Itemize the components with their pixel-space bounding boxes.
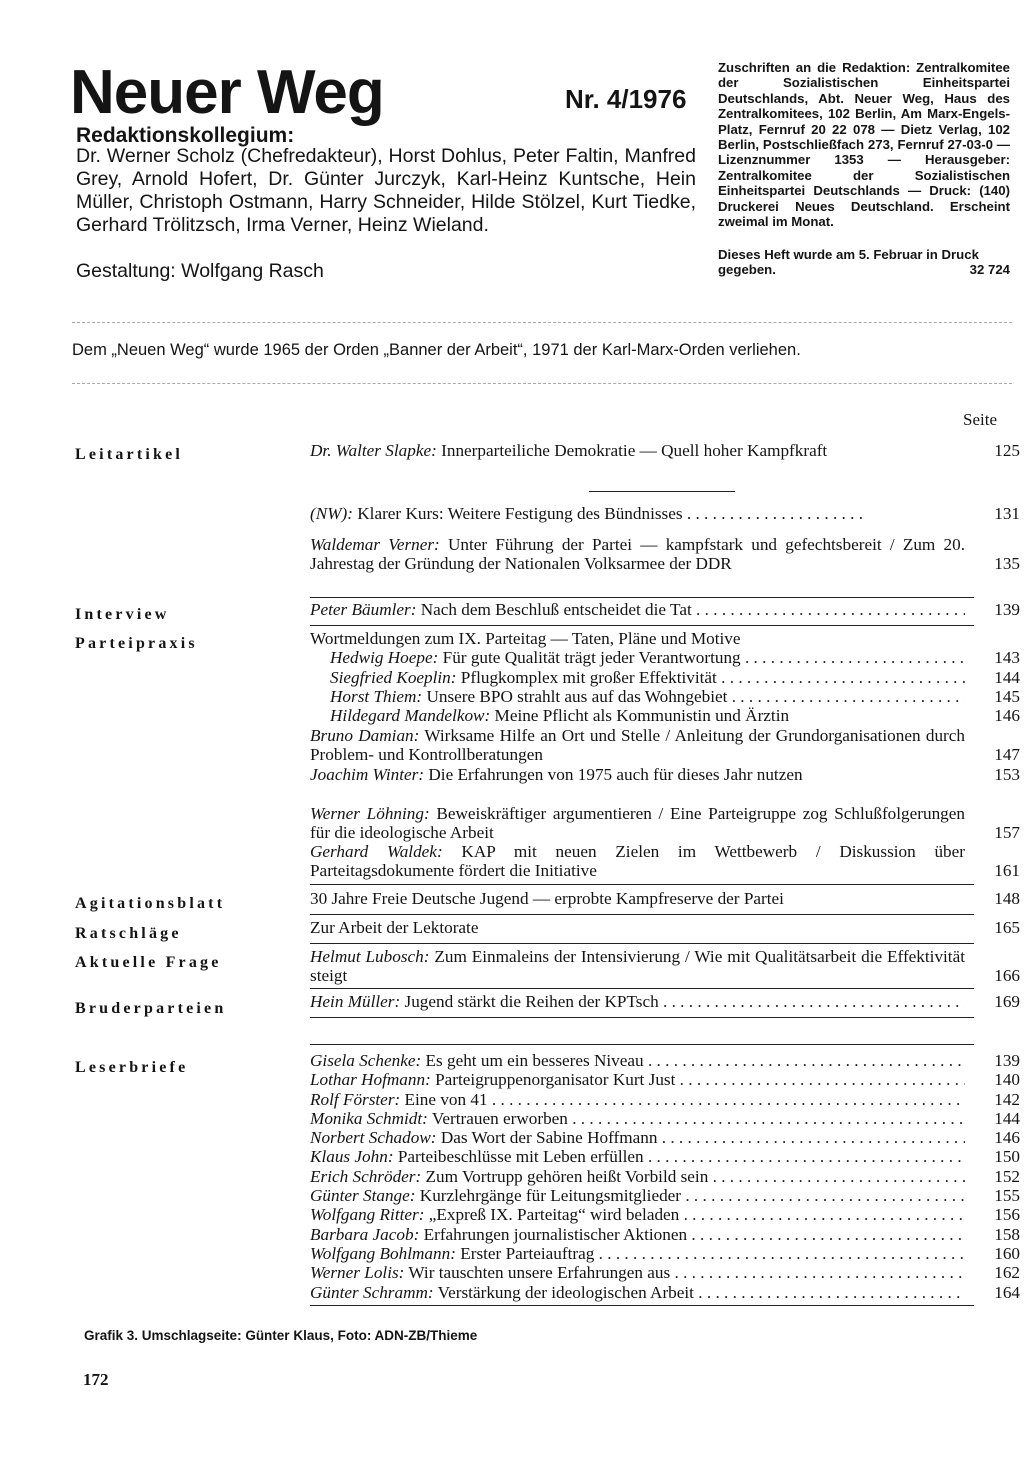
toc-page: 155	[994, 1186, 1020, 1206]
toc-entry-text	[310, 1263, 965, 1282]
toc-entry	[310, 1263, 1020, 1282]
toc-entry	[310, 765, 1020, 784]
toc-entry	[310, 889, 1020, 908]
toc-title: Erster Parteiauftrag	[460, 1243, 595, 1263]
toc-author: Wolfgang Ritter:	[310, 1205, 425, 1225]
toc-author: Gerhard Waldek:	[310, 842, 443, 861]
toc-title: Zum Einmaleins der Intensivierung / Wie mit Qualitätsarbeit die Effektivität steigt	[310, 947, 965, 986]
toc-entry	[310, 1186, 1020, 1205]
category-ratschlaege: Ratschläge	[75, 925, 182, 942]
parteipraxis-intro-text: Wortmeldungen zum IX. Parteitag — Taten, Pläne und Motive	[310, 629, 741, 648]
toc-author: Lothar Hofmann:	[310, 1070, 431, 1090]
toc-entry	[310, 441, 1020, 460]
toc-entry	[310, 726, 1020, 765]
toc-title: Klarer Kurs: Weitere Festigung des Bündnisses . . .	[357, 504, 863, 523]
toc-author: Barbara Jacob:	[310, 1224, 420, 1244]
page-column-header: Seite	[963, 410, 997, 429]
page-number: 172	[83, 1370, 109, 1389]
toc-entry	[310, 1225, 1020, 1244]
toc-entry-text	[310, 1128, 965, 1147]
imprint-block	[718, 60, 1010, 229]
toc-page: 158	[994, 1224, 1020, 1244]
toc-title: Pflugkomplex mit großer Effektivität	[460, 667, 717, 687]
toc-entry	[310, 687, 1020, 706]
toc-title: Die Erfahrungen von 1975 auch für dieses Jahr nutzen	[428, 765, 803, 784]
toc-entry-text	[310, 1283, 965, 1302]
toc-author: Werner Lolis:	[310, 1263, 405, 1283]
toc-page: 160	[994, 1243, 1020, 1263]
toc-page: 161	[994, 861, 1020, 881]
toc-entry-text	[310, 1225, 965, 1244]
issue-number: Nr. 4/1976	[565, 84, 687, 114]
toc-leserbriefe	[310, 1051, 1020, 1302]
toc-title: Innerparteiliche Demokratie — Quell hoher Kampfkraft	[441, 441, 828, 460]
toc-title: „Expreß IX. Parteitag“ wird beladen	[428, 1205, 680, 1225]
toc-entry	[310, 1167, 1020, 1186]
toc-page: 139	[994, 1051, 1020, 1070]
toc-entry	[310, 804, 1020, 843]
section-divider	[310, 988, 974, 989]
toc-author: Bruno Damian:	[310, 726, 420, 745]
toc-title: Nach dem Beschluß entscheidet die Tat	[420, 600, 692, 619]
toc-entry	[310, 535, 1020, 574]
toc-page: 144	[994, 667, 1020, 687]
toc-entry	[310, 918, 1020, 937]
toc-title: KAP mit neuen Zielen im Wettbewerb / Diskussion über Parteitagsdokumente fördert die Initiative	[310, 842, 966, 881]
toc-entry	[310, 1090, 1020, 1109]
toc-page: 169	[994, 992, 1020, 1011]
toc-entry	[310, 1070, 1020, 1089]
toc-parteipraxis	[310, 629, 1020, 725]
toc-entry-text	[310, 1070, 965, 1089]
toc-page: 140	[994, 1070, 1020, 1090]
toc-entry	[310, 1051, 1020, 1070]
toc-entry	[310, 600, 1020, 619]
toc-author: Joachim Winter:	[310, 765, 425, 784]
toc-entry-text	[310, 1090, 965, 1109]
toc-title: Beweiskräftiger argumentieren / Eine Parteigruppe zog Schlußfolgerungen für die ideologische Arbeit	[310, 804, 966, 843]
section-divider	[310, 943, 974, 944]
toc-page: 135	[994, 554, 1020, 574]
toc-entry	[310, 1283, 1020, 1302]
toc-entry-text	[310, 600, 965, 619]
toc-page: 156	[994, 1205, 1020, 1225]
toc-title: Für gute Qualität trägt jeder Verantwortung	[442, 648, 741, 668]
toc-entry	[310, 992, 1020, 1011]
toc-page: 146	[994, 1128, 1020, 1148]
toc-entry	[310, 947, 1020, 986]
section-divider	[310, 884, 974, 885]
category-agitationsblatt: Agitationsblatt	[75, 895, 226, 912]
toc-entry	[310, 1205, 1020, 1224]
toc-agitationsblatt	[310, 889, 1020, 908]
toc-title: Kurzlehrgänge für Leitungsmitglieder	[419, 1186, 682, 1206]
toc-title: Wirksame Hilfe an Ort und Stelle / Anleitung der Grundorganisationen durch Problem- und Kontrollberatungen	[310, 726, 965, 765]
toc-entry-text	[310, 504, 965, 523]
toc-entry-text	[330, 706, 965, 725]
toc-page: 125	[994, 441, 1020, 460]
magazine-title: Neuer Weg	[70, 58, 384, 127]
toc-page: 164	[994, 1282, 1020, 1302]
section-divider	[310, 1044, 974, 1045]
toc-author: Norbert Schadow:	[310, 1128, 437, 1148]
toc-entry-text	[330, 668, 965, 687]
toc-title: Erfahrungen journalistischer Aktionen	[423, 1224, 688, 1244]
toc-title: Parteibeschlüsse mit Leben erfüllen	[397, 1147, 644, 1167]
toc-entry	[310, 1109, 1020, 1128]
toc-author: Wolfgang Bohlmann:	[310, 1243, 456, 1263]
toc-author: Günter Schramm:	[310, 1282, 434, 1302]
category-interview: Interview	[75, 606, 170, 623]
print-note	[718, 247, 1010, 278]
category-leserbriefe: Leserbriefe	[75, 1059, 189, 1076]
section-divider	[310, 597, 974, 598]
toc-entry-text	[310, 1051, 965, 1070]
toc-title: Das Wort der Sabine Hoffmann	[440, 1128, 658, 1148]
toc-page: 152	[994, 1166, 1020, 1186]
toc-entry-text	[310, 1167, 965, 1186]
toc-entry	[310, 1147, 1020, 1166]
toc-title: Zur Arbeit der Lektorate	[310, 918, 479, 937]
toc-entry-text	[310, 726, 965, 765]
toc-page: 146	[994, 706, 1020, 726]
toc-entry-text	[330, 687, 965, 706]
editorial-board-label: Redaktionskollegium:	[76, 124, 295, 147]
divider-top	[72, 322, 1012, 323]
toc-author: Waldemar Verner:	[310, 535, 440, 554]
toc-entry-text	[310, 535, 965, 574]
toc-author: Hedwig Hoepe:	[330, 648, 439, 668]
toc-entry-text	[310, 1186, 965, 1205]
section-divider	[310, 1305, 974, 1306]
graphic-credit: Grafik 3. Umschlagseite: Günter Klaus, Foto: ADN-ZB/Thieme	[84, 1328, 478, 1343]
toc-title: Wir tauschten unsere Erfahrungen aus	[408, 1263, 671, 1283]
toc-title: Eine von 41	[404, 1089, 488, 1109]
toc-title: Unsere BPO strahlt aus auf das Wohngebiet	[426, 686, 728, 706]
toc-title: Jugend stärkt die Reihen der KPTsch	[404, 992, 659, 1011]
toc-title: Unter Führung der Partei — kampfstark und gefechtsbereit / Zum 20. Jahrestag der Gründung der Nationalen Volksarmee der DDR	[310, 535, 965, 574]
awards-statement: Dem „Neuen Weg“ wurde 1965 der Orden „Banner der Arbeit“, 1971 der Karl-Marx-Orden verliehen.	[72, 341, 801, 359]
category-parteipraxis: Parteipraxis	[75, 635, 198, 652]
toc-author: Rolf Förster:	[310, 1089, 401, 1109]
board-members-text: Dr. Werner Scholz (Chefredakteur), Horst Dohlus, Peter Faltin, Manfred Grey, Arnold Hofert, Dr. Günter Jurczyk, Karl-Heinz Kuntsche, Hein Müller, Christoph Ostmann, Harry Schneider, Hilde Stölzel, Kurt Tiedke, Gerhard Trölitzsch, Irma Verner, Heinz Wieland.	[76, 145, 696, 236]
toc-page: 142	[994, 1089, 1020, 1109]
toc-page: 131	[994, 504, 1020, 523]
category-bruderparteien: Bruderparteien	[75, 1000, 227, 1017]
toc-title: 30 Jahre Freie Deutsche Jugend — erprobte Kampfreserve der Partei	[310, 889, 784, 908]
toc-author: Peter Bäumler:	[310, 600, 417, 619]
toc-page: 143	[994, 648, 1020, 668]
category-aktuelle-frage: Aktuelle Frage	[75, 954, 222, 971]
toc-page: 150	[994, 1147, 1020, 1167]
toc-title: Verstärkung der ideologischen Arbeit	[437, 1282, 694, 1302]
toc-page: 166	[994, 966, 1020, 986]
design-credit: Gestaltung: Wolfgang Rasch	[76, 260, 324, 282]
toc-page: 162	[994, 1263, 1020, 1283]
toc-author: Werner Löhning:	[310, 804, 430, 823]
toc-title: Meine Pflicht als Kommunistin und Ärztin	[494, 706, 790, 726]
section-divider	[310, 625, 974, 626]
toc-entry	[310, 648, 1020, 667]
print-note-text: Dieses Heft wurde am 5. Februar in Druck gegeben.	[718, 247, 979, 278]
toc-author: Hildegard Mandelkow:	[330, 706, 491, 726]
toc-entry-text	[310, 842, 965, 881]
toc-ratschlaege	[310, 918, 1020, 937]
toc-author: Monika Schmidt:	[310, 1108, 428, 1128]
toc-entry-text	[310, 1147, 965, 1166]
divider-awards	[72, 383, 1012, 384]
toc-entry	[310, 842, 1020, 881]
toc-author: Klaus John:	[310, 1147, 394, 1167]
toc-page: 147	[994, 745, 1020, 765]
toc-entry-text	[310, 992, 965, 1011]
toc-author: Siegfried Koeplin:	[330, 667, 457, 687]
toc-author: Dr. Walter Slapke:	[310, 441, 437, 460]
toc-entry	[310, 1128, 1020, 1147]
toc-interview	[310, 600, 1020, 619]
category-leitartikel: Leitartikel	[75, 446, 184, 463]
toc-bruderparteien	[310, 992, 1020, 1011]
toc-page: 145	[994, 686, 1020, 706]
toc-entry-text	[330, 648, 965, 667]
print-code: 32 724	[969, 262, 1010, 278]
editorial-board-members	[76, 145, 696, 237]
section-divider	[310, 914, 974, 915]
toc-author: Günter Stange:	[310, 1186, 416, 1206]
toc-title: Es geht um ein besseres Niveau	[425, 1051, 644, 1070]
toc-author: Hein Müller:	[310, 992, 401, 1011]
section-divider	[310, 1017, 974, 1018]
toc-page: 144	[994, 1108, 1020, 1128]
toc-page: 153	[994, 765, 1020, 784]
toc-entry	[310, 706, 1020, 725]
toc-title: Parteigruppenorganisator Kurt Just	[435, 1070, 676, 1090]
toc-title: Vertrauen erworben	[431, 1108, 568, 1128]
toc-entry	[310, 504, 1020, 523]
toc-author: Gisela Schenke:	[310, 1051, 422, 1070]
toc-author: Horst Thiem:	[330, 686, 423, 706]
toc-page: 148	[994, 889, 1020, 908]
toc-author: Erich Schröder:	[310, 1166, 422, 1186]
parteipraxis-intro	[310, 629, 1020, 648]
toc-entry-text	[310, 765, 965, 784]
toc-title: Zum Vortrupp gehören heißt Vorbild sein	[425, 1166, 709, 1186]
toc-entry-text	[310, 804, 965, 843]
toc-page: 139	[994, 600, 1020, 619]
toc-author: Helmut Lubosch:	[310, 947, 430, 966]
toc-entry-text	[310, 441, 965, 460]
toc-author: (NW):	[310, 504, 353, 523]
toc-entry-text	[310, 1205, 965, 1224]
toc-page: 165	[994, 918, 1020, 937]
section-rule	[589, 491, 735, 492]
toc-page: 157	[994, 823, 1020, 843]
imprint-text: Zuschriften an die Redaktion: Zentralkomitee der Sozialistischen Einheitspartei Deutschlands, Abt. Neuer Weg, Haus des Zentralkomitees, 102 Berlin, Am Marx-Engels-Platz, Fernruf 20 22 078 — Dietz Verlag, 102 Berlin, Postschließfach 273, Fernruf 27-03-0 — Lizenznummer 1353 — Herausgeber: Zentralkomitee der Sozialistischen Einheitspartei Deutschlands — Druck: (140) Druckerei Neues Deutschland. Erscheint zweimal im Monat.	[718, 60, 1010, 230]
toc-entry	[310, 1244, 1020, 1263]
toc-entry	[310, 668, 1020, 687]
toc-entry-text	[310, 947, 965, 986]
toc-entry-text	[310, 1244, 965, 1263]
toc-entry-text	[310, 1109, 965, 1128]
